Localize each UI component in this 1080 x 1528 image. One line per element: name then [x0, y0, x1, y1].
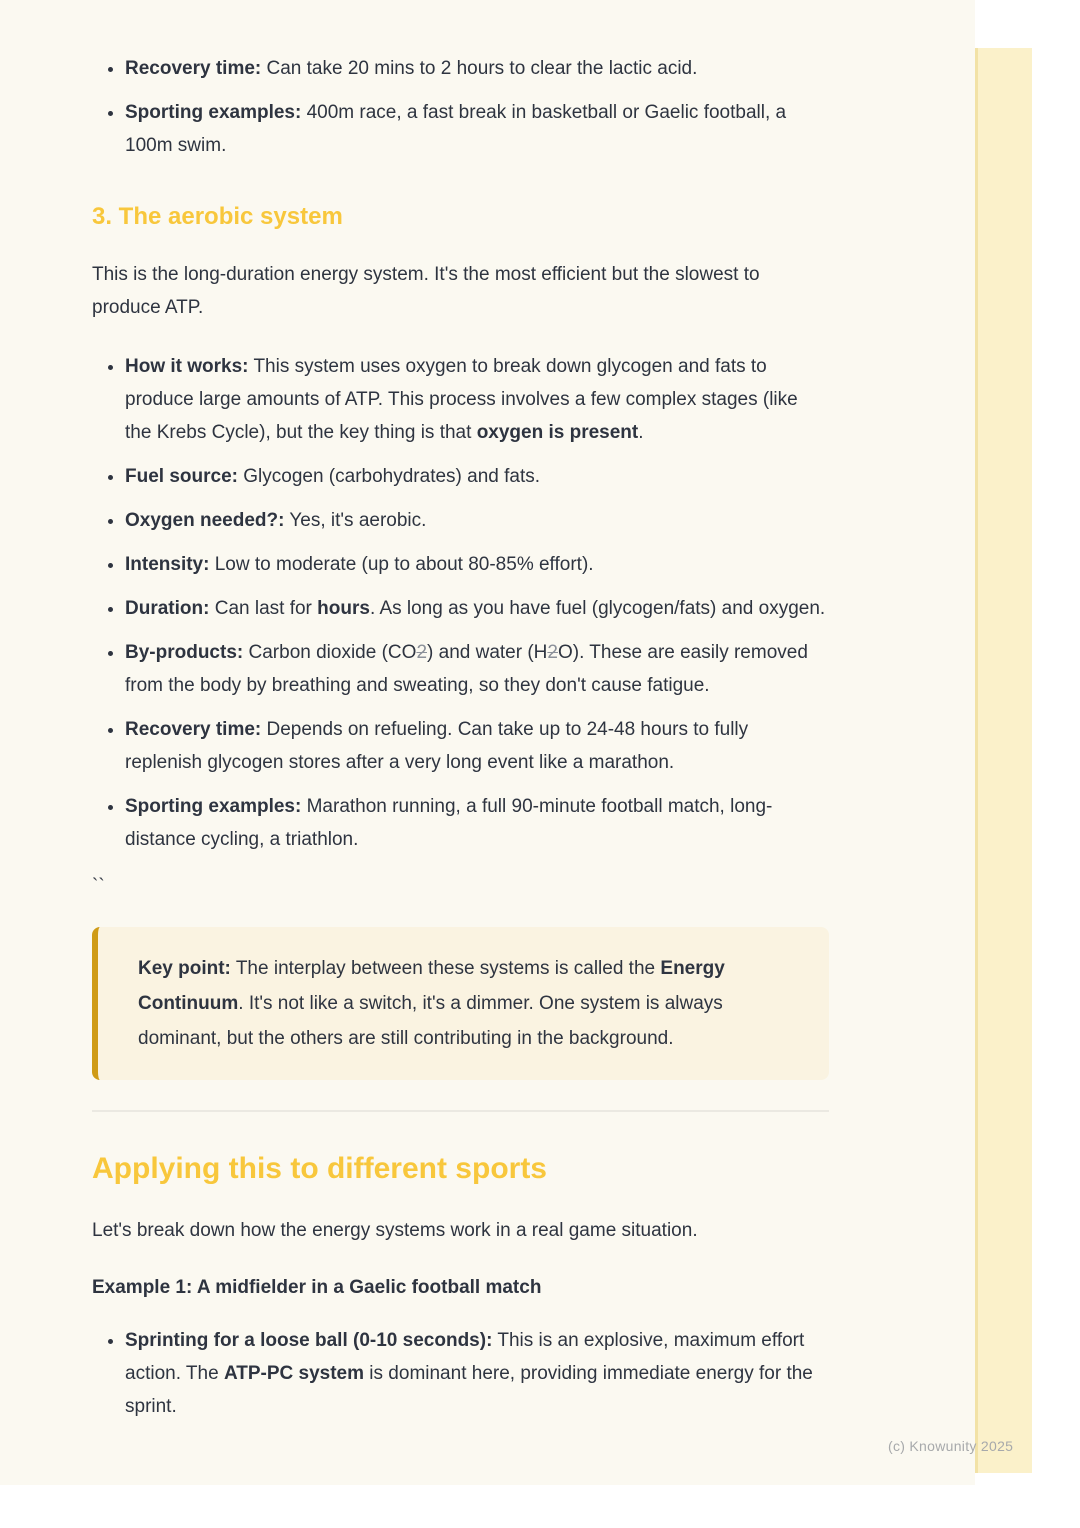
- bullet-how-it-works: • How it works: This system uses oxygen to break down glycogen and fats to produce large amounts of ATP. This process involves a few complex stages (like the Krebs Cycle), but the key thing is that oxygen is present.: [125, 350, 829, 449]
- aerobic-bullet-list: [92, 350, 829, 856]
- stray-backticks-text: ``: [92, 876, 105, 897]
- bullet-by-products: • By-products: Carbon dioxide (CO2) and water (H2O). These are easily removed from the body by breathing and sweating, so they don't cause fatigue.: [125, 636, 829, 702]
- bullet-sprinting-loose-ball: • Sprinting for a loose ball (0-10 seconds): This is an explosive, maximum effort action. The ATP-PC system is dominant here, providing immediate energy for the sprint.: [125, 1324, 829, 1423]
- section-heading-aerobic-system: 3. The aerobic system: [92, 203, 343, 230]
- copyright-watermark: (c) Knowunity 2025: [888, 1438, 1014, 1454]
- highlight-strip: [975, 48, 1032, 1473]
- bullet-recovery-time: • Recovery time: Can take 20 mins to 2 hours to clear the lactic acid.: [125, 52, 829, 85]
- bullet-fuel-source: • Fuel source: Glycogen (carbohydrates) and fats.: [125, 460, 829, 493]
- continued-bullet-list: [92, 52, 829, 162]
- bullet-recovery-time-aerobic: • Recovery time: Depends on refueling. Can take up to 24-48 hours to fully replenish glycogen stores after a very long event like a marathon.: [125, 713, 829, 779]
- applying-intro-paragraph: Let's break down how the energy systems work in a real game situation.: [92, 1220, 698, 1241]
- notes-content: [92, 0, 829, 1423]
- aerobic-intro-paragraph: This is the long-duration energy system. It's the most efficient but the slowest to produce ATP.: [92, 264, 760, 318]
- key-point-text: Key point: The interplay between these systems is called the Energy Continuum. It's not like a switch, it's a dimmer. One system is always dominant, but the others are still contributing in the background.: [138, 958, 725, 1049]
- example-1-heading: Example 1: A midfielder in a Gaelic football match: [92, 1277, 542, 1298]
- section-divider: [92, 1110, 829, 1112]
- example-bullet-list: [92, 1324, 829, 1423]
- bullet-intensity: • Intensity: Low to moderate (up to about 80-85% effort).: [125, 548, 829, 581]
- bullet-sporting-examples-aerobic: • Sporting examples: Marathon running, a full 90-minute football match, long-distance cycling, a triathlon.: [125, 790, 829, 856]
- bullet-sporting-examples: • Sporting examples: 400m race, a fast break in basketball or Gaelic football, a 100m swim.: [125, 96, 829, 162]
- section-heading-applying-sports: Applying this to different sports: [92, 1152, 547, 1185]
- bullet-duration: • Duration: Can last for hours. As long as you have fuel (glycogen/fats) and oxygen.: [125, 592, 829, 625]
- bullet-oxygen-needed: • Oxygen needed?: Yes, it's aerobic.: [125, 504, 829, 537]
- key-point-callout: [92, 927, 829, 1080]
